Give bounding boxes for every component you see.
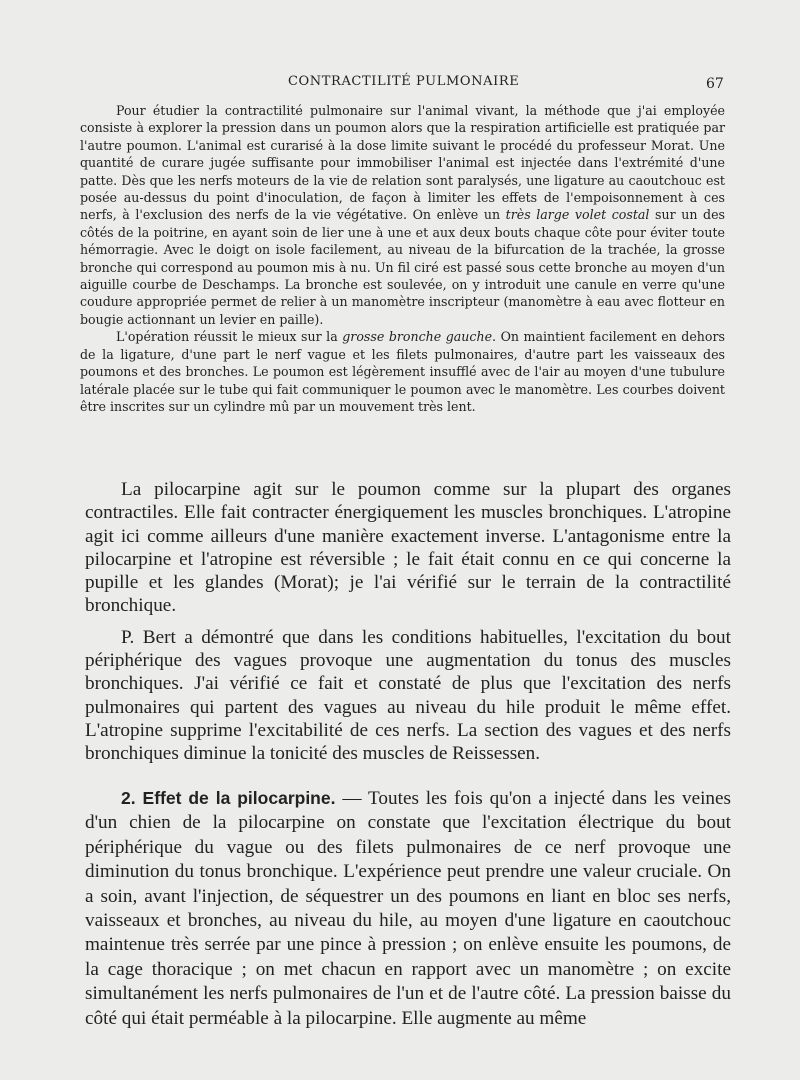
page-header bbox=[0, 74, 800, 94]
body-text bbox=[85, 478, 731, 766]
page-number: 67 bbox=[706, 76, 724, 92]
body-paragraph-1: La pilocarpine agit sur le poumon comme sur la plupart des organes contractiles. Elle fait contracter énergiquement les muscles bronchiques. L'atropine agit ici comme ailleurs d'une manière exactement inverse. L'antagonisme entre la pilocarpine et l'atropine est réversible ; le fait était connu en ce qui concerne la pupille et les glandes (Morat); je l'ai vérifié sur le terrain de la contractilité bronchique. bbox=[85, 479, 731, 617]
body-paragraph-2: P. Bert a démontré que dans les conditions habituelles, l'excitation du bout périphérique des vagues provoque une augmentation du tonus des muscles bronchiques. J'ai vérifié ce fait et constaté de plus que l'excitation des nerfs pulmonaires qui partent des vagues au niveau du hile produit le même effet. L'atropine supprime l'excitabilité de ces nerfs. La section des vagues et des nerfs bronchiques diminue la tonicité des muscles de Reissessen. bbox=[85, 626, 731, 765]
italic-phrase: très large volet costal bbox=[505, 207, 650, 223]
running-title: CONTRACTILITÉ PULMONAIRE bbox=[288, 74, 520, 89]
small-paragraph-2: L'opération réussit le mieux sur la grosse bronche gauche. On maintient facilement en dehors de la ligature, d'une part le nerf vague et les filets pulmonaires, d'autre part les vaisseaux des poumons et des bronches. Le poumon est légèrement insufflé avec de l'air au moyen d'une tubulure latérale placée sur le tube qui fait communiquer le poumon avec le manomètre. Les courbes doivent être inscrites sur un cylindre mû par un mouvement très lent. bbox=[80, 329, 725, 414]
section-heading: 2. Effet de la pilocarpine. bbox=[121, 788, 336, 808]
italic-phrase: grosse bronche gauche bbox=[342, 329, 493, 345]
small-print-section bbox=[80, 102, 725, 415]
small-paragraph-1: Pour étudier la contractilité pulmonaire sur l'animal vivant, la méthode que j'ai employée consiste à explorer la pression dans un poumon alors que la respiration artificielle est pratiquée par l'autre poumon. L'animal est curarisé à la dose limite suivant le procédé du professeur Morat. Une quantité de curare jugée suffisante pour immobiliser l'animal est injectée dans l'extrémité d'une patte. Dès que les nerfs moteurs de la vie de relation sont paralysés, une ligature au caoutchouc est posée au-dessus du point d'inoculation, de façon à limiter les effets de l'empoisonnement à ces nerfs, à l'exclusion des nerfs de la vie végétative. On enlève un très large volet costal sur un des côtés de la poitrine, en ayant soin de lier une à une et aux deux bouts chaque côte pour éviter toute hémorragie. Avec le doigt on isole facilement, au niveau de la bifurcation de la trachée, la grosse bronche qui correspond au poumon mis à nu. Un fil ciré est passé sous cette bronche au moyen d'un aiguille courbe de Deschamps. La bronche est soulevée, on y introduit une canule en verre qu'une coudure appropriée permet de relier à un manomètre inscripteur (manomètre à eau avec flotteur en bougie actionnant un levier en paille). bbox=[80, 103, 726, 327]
section-2 bbox=[85, 786, 731, 1031]
section-paragraph: 2. Effet de la pilocarpine. — Toutes les fois qu'on a injecté dans les veines d'un chien de la pilocarpine on constate que l'excitation électrique du bout périphérique du vague ou des filets pulmonaires de ce nerf provoque une diminution du tonus bronchique. L'expérience peut prendre une valeur cruciale. On a soin, avant l'injection, de séquestrer un des poumons en liant en bloc ses nerfs, vaisseaux et bronches, au niveau du hile, au moyen d'une ligature en caoutchouc maintenue très serrée par une pince à pression ; on enlève ensuite les poumons, de la cage thoracique ; on met chacun en rapport avec un manomètre ; on excite simultanément les nerfs pulmonaires de l'un et de l'autre côté. La pression baisse du côté qui était perméable à la pilocarpine. Elle augmente au même bbox=[85, 788, 731, 1029]
